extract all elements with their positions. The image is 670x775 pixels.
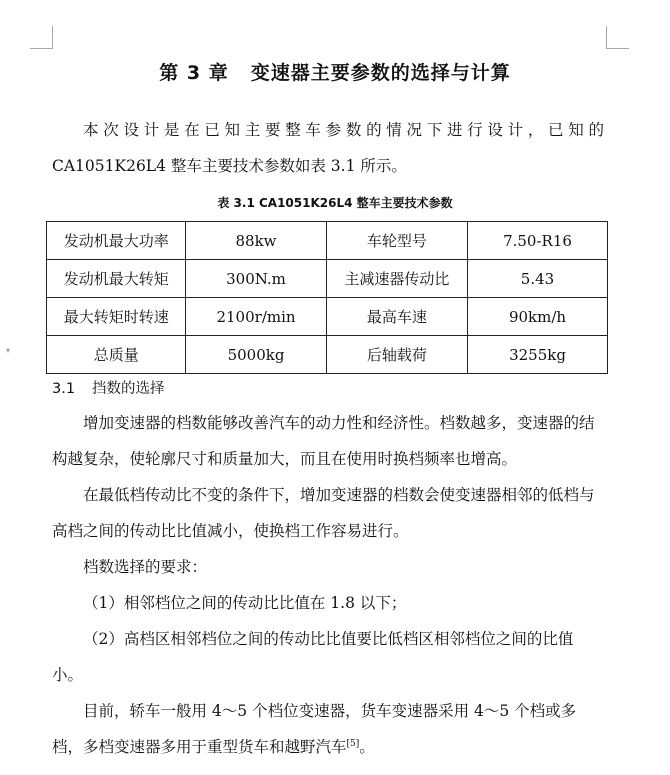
- intro-line-1: 本次设计是在已知主要整车参数的情况下进行设计，已知的: [83, 121, 604, 139]
- citation-reference: [5]: [346, 738, 360, 749]
- chapter-title-text: 变速器主要参数的选择与计算: [250, 62, 511, 84]
- table-row: [47, 298, 608, 336]
- table-row: [47, 222, 608, 260]
- table-cell: 90km/h: [468, 298, 608, 336]
- table-caption: 表 3.1 CA1051K26L4 整车主要技术参数: [217, 196, 453, 210]
- table-cell: 7.50-R16: [468, 222, 608, 260]
- table-cell: 发动机最大转矩: [47, 260, 186, 298]
- body-paragraph-4-text: 目前，轿车一般用 4～5 个档位变速器，货车变速器采用 4～5 个档或多档，多档变速器多用于重型货车和越野汽车: [52, 702, 577, 756]
- intro-line-2: CA1051K26L4 整车主要技术参数如表 3.1 所示。: [52, 157, 407, 175]
- chapter-number: 第 3 章: [159, 62, 229, 84]
- table-cell: 2100r/min: [186, 298, 326, 336]
- table-cell: 总质量: [47, 336, 186, 374]
- body-paragraph-4-end: 。: [359, 738, 375, 756]
- table-cell: 后轴载荷: [326, 336, 467, 374]
- requirement-item-2: （2）高档区相邻档位之间的传动比比值要比低档区相邻档位之间的比值小。: [52, 630, 574, 684]
- page-corner-mark-top-left: [30, 26, 53, 49]
- table-cell: 300N.m: [186, 260, 326, 298]
- table-row: [47, 260, 608, 298]
- table-cell: 88kw: [186, 222, 326, 260]
- table-cell: 发动机最大功率: [47, 222, 186, 260]
- table-cell: 主减速器传动比: [326, 260, 467, 298]
- body-paragraph-4: [52, 693, 604, 765]
- specs-table: [46, 221, 608, 374]
- table-cell: 3255kg: [468, 336, 608, 374]
- table-cell: 5.43: [468, 260, 608, 298]
- table-row: [47, 336, 608, 374]
- body-paragraph-2: 在最低档传动比不变的条件下，增加变速器的档数会使变速器相邻的低档与高档之间的传动比比值减小，使换档工作容易进行。: [52, 486, 595, 540]
- table-cell: 5000kg: [186, 336, 326, 374]
- page-corner-mark-top-right: [606, 26, 629, 49]
- table-cell: 最高车速: [326, 298, 467, 336]
- intro-paragraph: [52, 112, 604, 184]
- table-cell: 最大转矩时转速: [47, 298, 186, 336]
- requirement-item-1: （1）相邻档位之间的传动比比值在 1.8 以下；: [83, 594, 407, 612]
- section-title: 挡数的选择: [92, 381, 165, 397]
- chapter-title: [0, 58, 670, 85]
- section-number: 3.1: [52, 381, 76, 397]
- body-paragraph-3: 档数选择的要求：: [83, 558, 208, 576]
- table-cell: 车轮型号: [326, 222, 467, 260]
- paragraph-marker-icon: ▾: [6, 346, 11, 355]
- body-paragraph-1: 增加变速器的档数能够改善汽车的动力性和经济性。档数越多，变速器的结构越复杂，使轮廓尺寸和质量加大，而且在使用时换档频率也增高。: [52, 414, 595, 468]
- section-heading: [52, 377, 165, 398]
